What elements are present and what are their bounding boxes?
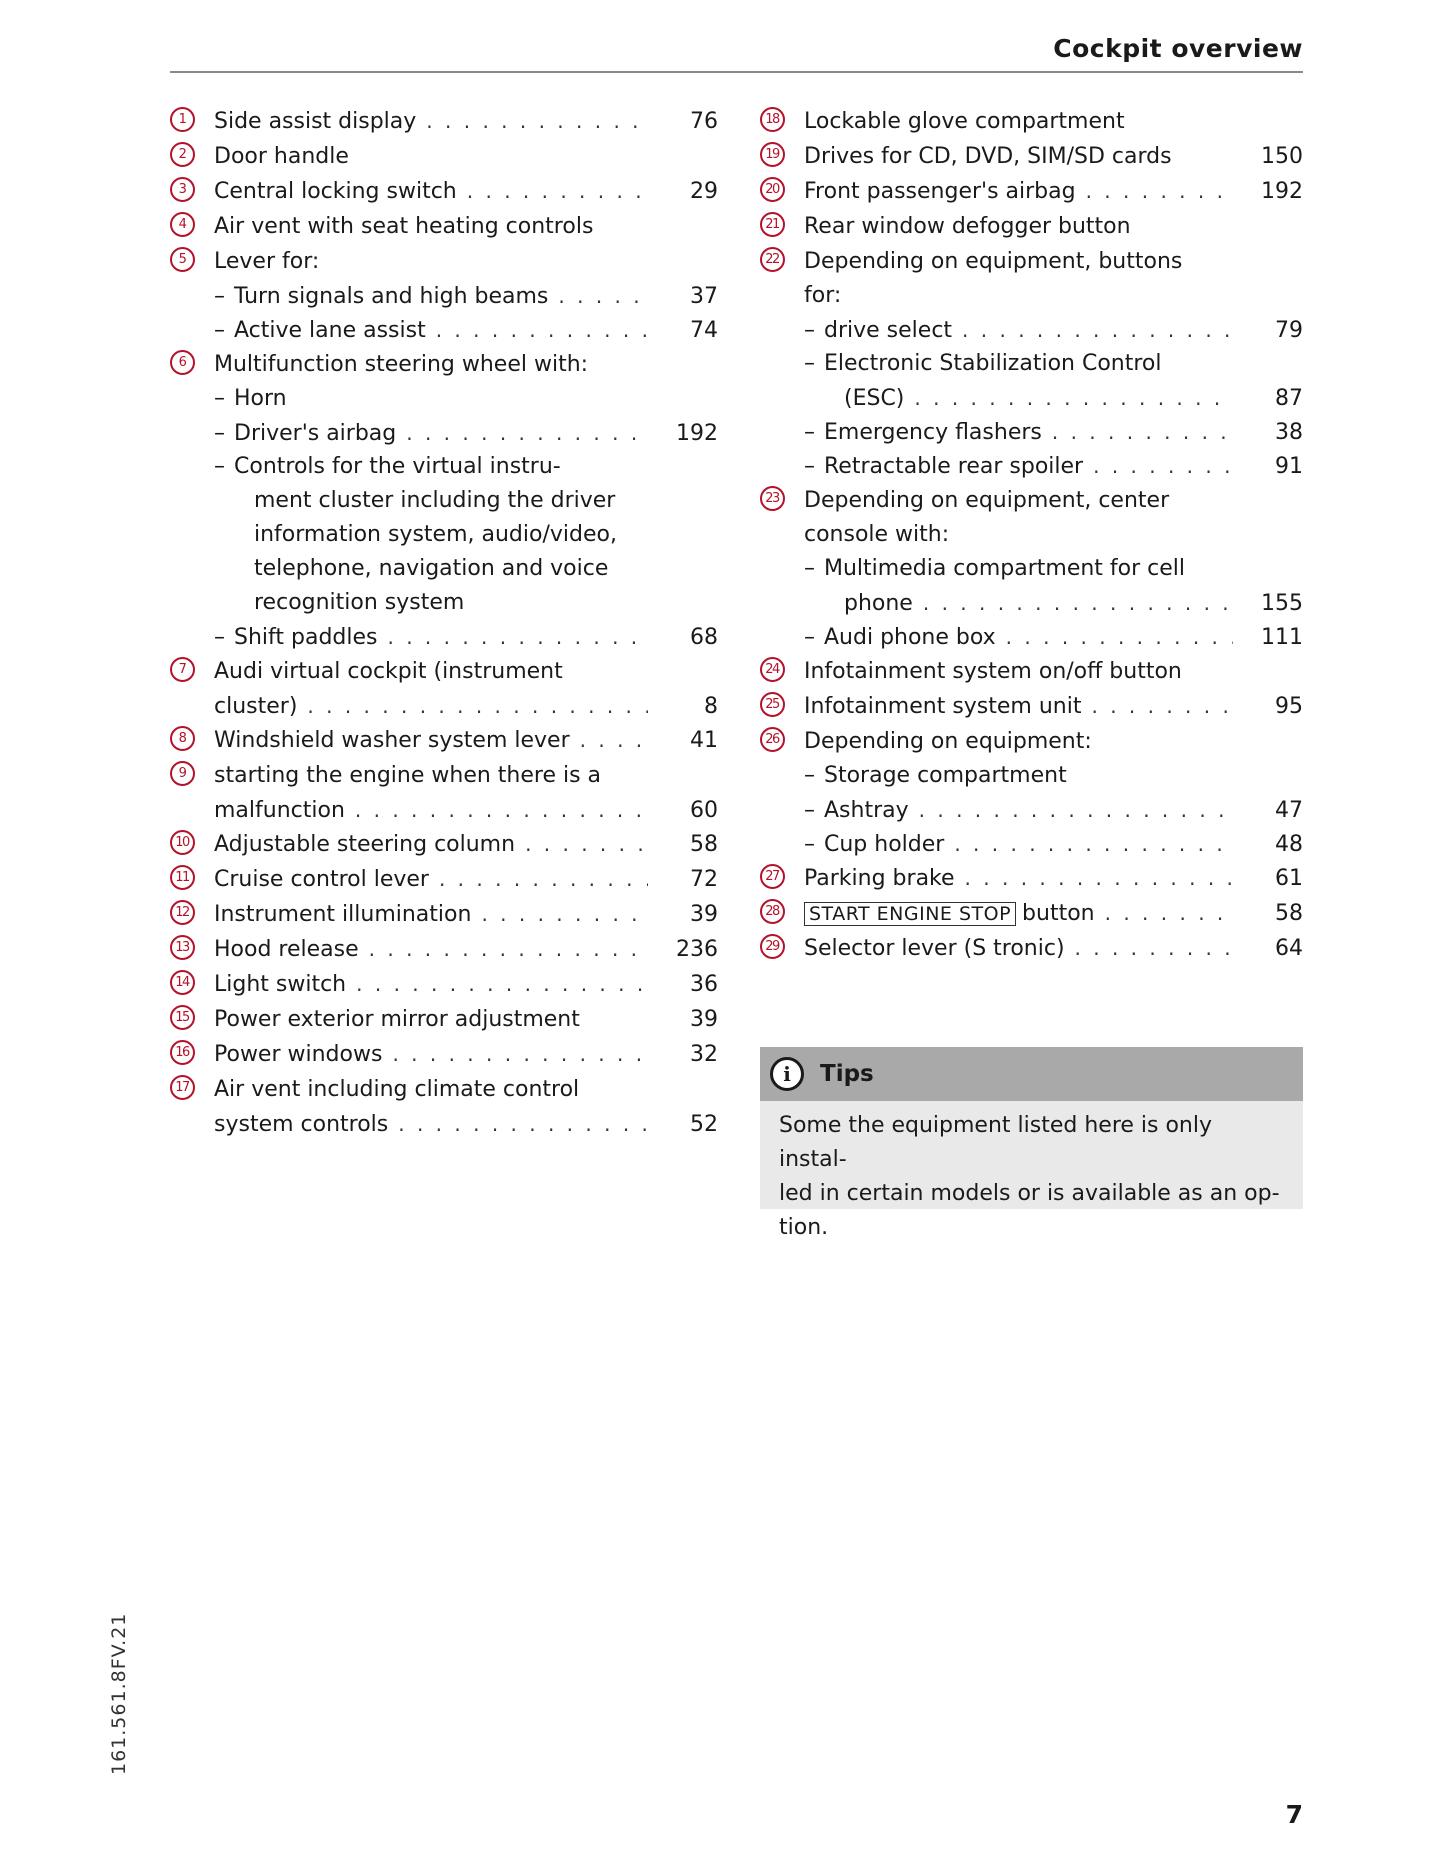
page-ref[interactable]: 8 xyxy=(704,694,718,719)
sub-item: – Turn signals and high beams . . . 37 xyxy=(170,279,718,313)
legend-item-29 xyxy=(760,931,1303,966)
sub-item-label: Driver's airbag xyxy=(234,421,397,446)
item-label: Lockable glove compartment xyxy=(804,109,1125,134)
legend-item-4 xyxy=(170,209,718,244)
page-number: 7 xyxy=(1285,1800,1303,1829)
page-ref[interactable]: 76 xyxy=(690,109,718,134)
page-ref[interactable]: 32 xyxy=(690,1042,718,1067)
callout-number: 7 xyxy=(170,657,195,682)
legend-item-14 xyxy=(170,967,718,1002)
page-ref[interactable]: 236 xyxy=(676,937,718,962)
sub-item-label: Emergency flashers xyxy=(824,420,1042,445)
sub-item: – Driver's airbag . . . 192 xyxy=(170,416,718,450)
sub-item-label: recognition system xyxy=(254,590,465,615)
legend-item-16 xyxy=(170,1037,718,1072)
page-ref[interactable]: 58 xyxy=(1275,901,1303,926)
item-label: Adjustable steering column xyxy=(214,832,516,857)
sub-item-label: information system, audio/video, xyxy=(254,522,617,547)
leader-dots xyxy=(297,689,648,723)
leader-dots xyxy=(1095,896,1233,931)
item-label: cluster) xyxy=(214,694,298,719)
page-ref[interactable]: 52 xyxy=(690,1112,718,1137)
sub-item-label: Storage compartment xyxy=(824,763,1067,788)
legend-item-10 xyxy=(170,827,718,862)
item-label: Multifunction steering wheel with: xyxy=(214,352,589,377)
callout-number: 27 xyxy=(760,864,785,889)
legend-item-18 xyxy=(760,104,1303,139)
legend-item-3 xyxy=(170,174,718,209)
sub-item-label: (ESC) xyxy=(844,386,905,411)
item-label: malfunction xyxy=(214,798,345,823)
legend-item-22 xyxy=(760,244,1303,483)
tips-line: tion. xyxy=(779,1215,829,1240)
leader-dots xyxy=(345,793,648,827)
legend-item-24 xyxy=(760,654,1303,689)
tips-title: Tips xyxy=(820,1061,874,1087)
item-label: Hood release xyxy=(214,937,359,962)
callout-number: 3 xyxy=(170,177,195,202)
sub-item: – Ashtray . . . 47 xyxy=(760,793,1303,827)
legend-item-7 xyxy=(170,654,718,723)
page-ref[interactable]: 60 xyxy=(690,798,718,823)
callout-number: 18 xyxy=(760,107,785,132)
leader-dots xyxy=(416,104,648,139)
header-rule xyxy=(170,71,1303,73)
callout-number: 16 xyxy=(170,1040,195,1065)
item-label: for: xyxy=(804,283,842,308)
callout-number: 17 xyxy=(170,1075,195,1100)
leader-dots xyxy=(996,620,1233,654)
leader-dots xyxy=(913,586,1233,620)
item-label: Instrument illumination xyxy=(214,902,472,927)
callout-number: 21 xyxy=(760,212,785,237)
callout-number: 11 xyxy=(170,865,195,890)
item-label: Cruise control lever xyxy=(214,867,429,892)
page-ref[interactable]: 192 xyxy=(676,421,718,446)
legend-item-13 xyxy=(170,932,718,967)
legend-item-19 xyxy=(760,139,1303,174)
legend-item-11 xyxy=(170,862,718,897)
leader-dots xyxy=(1042,415,1233,449)
callout-number: 5 xyxy=(170,247,195,272)
item-label: Side assist display xyxy=(214,109,417,134)
start-engine-stop-key: START ENGINE STOP xyxy=(804,902,1016,926)
legend-item-26 xyxy=(760,724,1303,861)
item-label: Lever for: xyxy=(214,249,320,274)
tips-body xyxy=(760,1101,1303,1245)
sub-item: – Controls for the virtual instru- xyxy=(170,450,718,484)
item-label: Depending on equipment: xyxy=(804,729,1092,754)
tips-line: led in certain models or is available as an op- xyxy=(779,1181,1280,1206)
sub-item-label: phone xyxy=(844,591,913,616)
item-label: button xyxy=(1022,901,1095,926)
sub-item-label: drive select xyxy=(824,318,953,343)
callout-number: 26 xyxy=(760,727,785,752)
sub-item-label: Audi phone box xyxy=(824,625,996,650)
legend-item-15 xyxy=(170,1002,718,1037)
leader-dots xyxy=(952,313,1233,347)
leader-dots xyxy=(382,1037,648,1072)
callout-number: 15 xyxy=(170,1005,195,1030)
page-ref[interactable]: 64 xyxy=(1275,936,1303,961)
sub-item: – Audi phone box . . . 111 xyxy=(760,620,1303,654)
sub-item: – Multimedia compartment for cell xyxy=(760,552,1303,586)
item-label: Central locking switch xyxy=(214,179,457,204)
sub-item: – Active lane assist . . . 74 xyxy=(170,313,718,347)
leader-dots xyxy=(1083,449,1233,483)
legend-item-12 xyxy=(170,897,718,932)
leader-dots xyxy=(548,279,648,313)
item-label: Drives for CD, DVD, SIM/SD cards xyxy=(804,144,1172,169)
sub-item-label: Horn xyxy=(234,386,287,411)
item-label: Power windows xyxy=(214,1042,383,1067)
page-ref[interactable]: 111 xyxy=(1261,625,1303,650)
callout-number: 1 xyxy=(170,107,195,132)
leader-dots xyxy=(944,827,1233,861)
callout-number: 20 xyxy=(760,177,785,202)
callout-number: 28 xyxy=(760,899,785,924)
sub-item-label: Controls for the virtual instru- xyxy=(234,454,561,479)
sub-item: – Horn xyxy=(170,382,718,416)
item-label: Front passenger's airbag xyxy=(804,179,1076,204)
page-ref[interactable]: 150 xyxy=(1261,144,1303,169)
item-label: Depending on equipment, buttons xyxy=(804,249,1183,274)
item-label: Infotainment system on/off button xyxy=(804,659,1182,684)
sub-item: – Emergency flashers . . . 38 xyxy=(760,415,1303,449)
legend-item-28 xyxy=(760,896,1303,931)
sub-item-label: ment cluster including the driver xyxy=(254,488,616,513)
callout-number: 23 xyxy=(760,486,785,511)
callout-number: 22 xyxy=(760,247,785,272)
legend-item-21 xyxy=(760,209,1303,244)
legend-left-column xyxy=(170,104,718,1141)
callout-number: 14 xyxy=(170,970,195,995)
callout-number: 6 xyxy=(170,350,195,375)
callout-number: 19 xyxy=(760,142,785,167)
sub-item: – Shift paddles . . . 68 xyxy=(170,620,718,654)
callout-number: 9 xyxy=(170,761,195,786)
page-ref[interactable]: 79 xyxy=(1275,318,1303,343)
sub-item-label: Cup holder xyxy=(824,832,945,857)
callout-number: 10 xyxy=(170,830,195,855)
page-ref[interactable]: 74 xyxy=(690,318,718,343)
document-code: 161.561.8FV.21 xyxy=(108,1612,130,1775)
page-ref[interactable]: 192 xyxy=(1261,179,1303,204)
item-label: Infotainment system unit xyxy=(804,694,1082,719)
item-label: Selector lever (S tronic) xyxy=(804,936,1065,961)
page-ref[interactable]: 72 xyxy=(690,867,718,892)
callout-number: 12 xyxy=(170,900,195,925)
callout-number: 29 xyxy=(760,934,785,959)
page-ref[interactable]: 48 xyxy=(1275,832,1303,857)
page-ref[interactable]: 155 xyxy=(1261,591,1303,616)
page-ref[interactable]: 61 xyxy=(1275,866,1303,891)
sub-item-label: Turn signals and high beams xyxy=(234,284,549,309)
leader-dots xyxy=(570,723,648,758)
legend-item-25 xyxy=(760,689,1303,724)
leader-dots xyxy=(1076,174,1233,209)
page-ref[interactable]: 37 xyxy=(690,284,718,309)
legend-item-1 xyxy=(170,104,718,139)
item-label: Air vent with seat heating controls xyxy=(214,214,594,239)
item-label: Parking brake xyxy=(804,866,955,891)
item-label: starting the engine when there is a xyxy=(214,763,602,788)
callout-number: 4 xyxy=(170,212,195,237)
callout-number: 13 xyxy=(170,935,195,960)
sub-item: – Cup holder . . . 48 xyxy=(760,827,1303,861)
leader-dots xyxy=(471,897,648,932)
leader-dots xyxy=(955,861,1233,896)
sub-item-label: Shift paddles xyxy=(234,625,378,650)
page-ref[interactable]: 39 xyxy=(690,902,718,927)
page-ref[interactable]: 58 xyxy=(690,832,718,857)
callout-number: 2 xyxy=(170,142,195,167)
leader-dots xyxy=(359,932,648,967)
sub-item-label: telephone, navigation and voice xyxy=(254,556,609,581)
sub-item: – Retractable rear spoiler . . . 91 xyxy=(760,449,1303,483)
sub-item: – drive select . . . 79 xyxy=(760,313,1303,347)
sub-item: – Electronic Stabilization Control xyxy=(760,347,1303,381)
item-label: Power exterior mirror adjustment xyxy=(214,1007,580,1032)
legend-item-9 xyxy=(170,758,718,827)
leader-dots xyxy=(388,1107,648,1141)
legend-item-8 xyxy=(170,723,718,758)
item-label: Windshield washer system lever xyxy=(214,728,570,753)
leader-dots xyxy=(1065,931,1233,966)
tips-header xyxy=(760,1047,1303,1101)
item-label: console with: xyxy=(804,522,950,547)
page-ref[interactable]: 91 xyxy=(1275,454,1303,479)
leader-dots xyxy=(909,793,1233,827)
leader-dots xyxy=(396,416,648,450)
page-ref[interactable]: 47 xyxy=(1275,798,1303,823)
leader-dots xyxy=(426,313,648,347)
legend-item-20 xyxy=(760,174,1303,209)
page-ref[interactable]: 95 xyxy=(1275,694,1303,719)
page-ref[interactable]: 38 xyxy=(1275,420,1303,445)
sub-item-label: Electronic Stabilization Control xyxy=(824,351,1162,376)
legend-right-column xyxy=(760,104,1303,966)
leader-dots xyxy=(515,827,648,862)
leader-dots xyxy=(429,862,648,897)
page-ref[interactable]: 29 xyxy=(690,179,718,204)
item-label: Audi virtual cockpit (instrument xyxy=(214,659,563,684)
info-icon: i xyxy=(770,1057,804,1091)
tips-box xyxy=(760,1047,1303,1240)
leader-dots xyxy=(1081,689,1233,724)
tips-line: Some the equipment listed here is only instal- xyxy=(779,1113,1213,1172)
item-label: Air vent including climate control xyxy=(214,1077,580,1102)
legend-item-5 xyxy=(170,244,718,347)
page-ref[interactable]: 39 xyxy=(690,1007,718,1032)
sub-item-label: Retractable rear spoiler xyxy=(824,454,1084,479)
leader-dots xyxy=(377,620,648,654)
legend-item-23 xyxy=(760,483,1303,654)
sub-item: – Storage compartment xyxy=(760,759,1303,793)
callout-number: 24 xyxy=(760,657,785,682)
callout-number: 8 xyxy=(170,726,195,751)
leader-dots xyxy=(346,967,648,1002)
legend-item-2 xyxy=(170,139,718,174)
item-label: Light switch xyxy=(214,972,347,997)
page-ref[interactable]: 36 xyxy=(690,972,718,997)
callout-number: 25 xyxy=(760,692,785,717)
leader-dots xyxy=(457,174,648,209)
item-label: Door handle xyxy=(214,144,349,169)
legend-item-27 xyxy=(760,861,1303,896)
page-ref[interactable]: 87 xyxy=(1275,386,1303,411)
sub-item-label: Ashtray xyxy=(824,798,909,823)
sub-item-label: Active lane assist xyxy=(234,318,426,343)
legend-item-6 xyxy=(170,347,718,654)
legend-item-17 xyxy=(170,1072,718,1141)
item-label: Depending on equipment, center xyxy=(804,488,1170,513)
page-title: Cockpit overview xyxy=(1053,34,1303,63)
sub-item-label: Multimedia compartment for cell xyxy=(824,556,1186,581)
leader-dots xyxy=(904,381,1233,415)
item-label: system controls xyxy=(214,1112,389,1137)
page-ref[interactable]: 68 xyxy=(690,625,718,650)
page-ref[interactable]: 41 xyxy=(690,728,718,753)
item-label: Rear window defogger button xyxy=(804,214,1131,239)
